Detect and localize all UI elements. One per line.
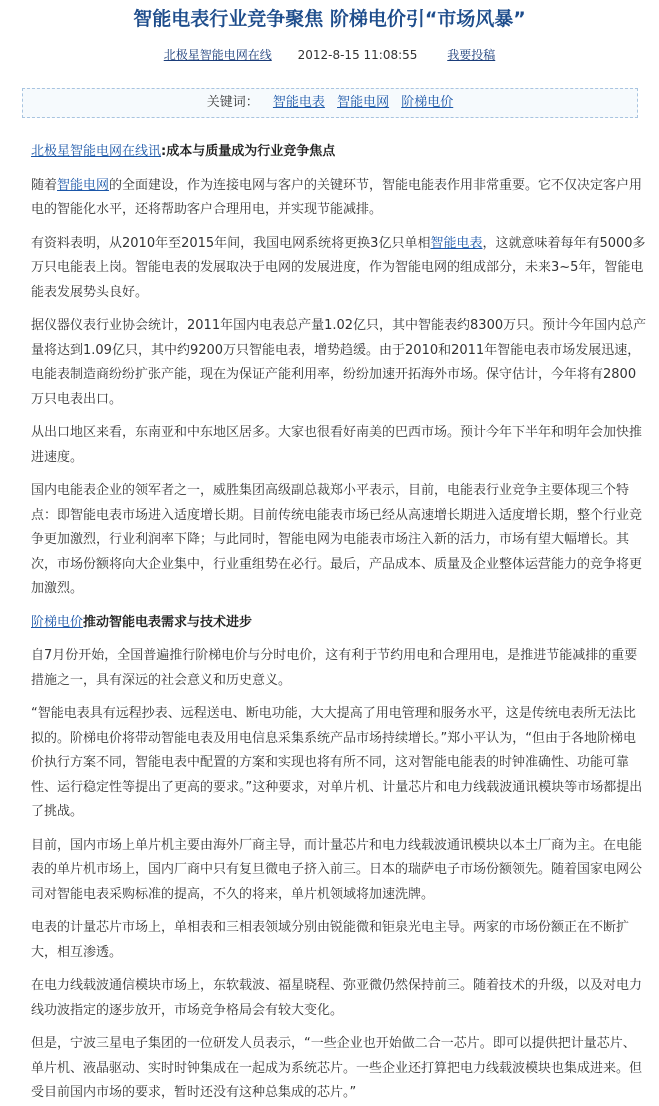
publish-datetime: 2012-8-15 11:08:55 [297,48,418,62]
smart-grid-link[interactable]: 智能电网 [57,177,110,193]
section2-title: 推动智能电表需求与技术进步 [83,614,253,630]
paragraph-7: “智能电表具有远程抄表、远程送电、断电功能，大大提高了用电管理和服务水平，这是传统电表所无法比拟的。阶梯电价将带动智能电表及用电信息采集系统产品市场持续增长。”郑小平认为，“但由于各地阶梯电价执行方案不同，智能电表中配置的方案和实现也将有所不同，这对智能电能表的时钟准确性、功能可靠性、运行稳定性等提出了更高的要求。”这种要求，对单片机、计量芯片和电力线载波通讯模块等市场都提出了挑战。 [31,706,643,819]
page-title: 智能电表行业竞争聚焦 阶梯电价引“市场风暴” [133,8,526,30]
section1-title: :成本与质量成为行业竞争焦点 [161,144,336,159]
section1-source-link[interactable]: 北极星智能电网在线讯 [31,144,162,159]
p2-text-end: ，这就意味着每年有5000多万只电能表上岗。智能电表的发展取决于电网的发展进度，作为智能电网的组成部分，未来3~5年，智能电能表发展势头良好。 [31,235,646,300]
keyword-link-smart-grid[interactable]: 智能电网 [337,95,390,110]
keywords-label: 关键词： [206,95,259,110]
section-heading-1 [31,140,651,165]
paragraph-2 [0,232,648,306]
paragraph-5: 国内电能表企业的领军者之一，威胜集团高级副总裁郑小平表示，目前，电能表行业竞争主要体现三个特点：即智能电表市场进入适度增长期。目前传统电能表市场已经从高速增长期进入适度增长期，整个行业竞争更加激烈，行业利润率下降；与此同时，智能电网为电能表市场注入新的活力，市场有望大幅增长。其次，市场份额将向大企业集中，行业重组势在必行。最后，产品成本、质量及企业整体运营能力的竞争将更加激烈。 [31,483,643,596]
submit-article-link[interactable]: 我要投稿 [447,48,496,62]
keywords-box [22,88,638,118]
paragraph-11: 但是，宁波三星电子集团的一位研发人员表示，“一些企业也开始做二合一芯片。即可以提供把计量芯片、单片机、液晶驱动、实时时钟集成在一起成为系统芯片。一些企业还打算把电力线载波模块也集成进来。但受目前国内市场的要求，暂时还没有这种总集成的芯片。” [31,1036,643,1100]
paragraph-8: 目前，国内市场上单片机主要由海外厂商主导，而计量芯片和电力线载波通讯模块以本土厂商为主。在电能表的单片机市场上，国内厂商中只有复旦微电子挤入前三。日本的瑞萨电子市场份额领先。随着国家电网公司对智能电表采购标准的提高，不久的将来，单片机领域将加速洗牌。 [31,837,643,902]
source-link[interactable]: 北极星智能电网在线 [163,48,272,62]
article-body [31,140,651,1106]
keyword-link-smart-meter[interactable]: 智能电表 [272,95,325,110]
paragraph-3: 据仪器仪表行业协会统计，2011年国内电表总产量1.02亿只，其中智能表约8300万只。预计今年国内总产量将达到1.09亿只，其中约9200万只智能电表，增势趋缓。由于2010和2011年智能电表市场发展迅速，电能表制造商纷纷扩张产能，现在为保证产能利用率，纷纷加速开拓海外市场。保守估计，今年将有2800万只电表出口。 [31,318,647,407]
section-heading-2 [31,611,651,636]
paragraph-10: 在电力线载波通信模块市场上，东软载波、福星晓程、弥亚微仍然保持前三。随着技术的升级，以及对电力线功波指定的逐步放开，市场竞争格局会有较大变化。 [31,978,643,1018]
p1-text-end: 的全面建设，作为连接电网与客户的关键环节，智能电能表作用非常重要。它不仅决定客户用电的智能化水平，还将帮助客户合理用电，并实现节能减排。 [31,177,643,217]
tiered-pricing-link[interactable]: 阶梯电价 [31,614,84,630]
paragraph-1 [0,174,648,223]
p2-text-start: 有资料表明，从2010年至2015年间，我国电网系统将更换3亿只单相 [31,235,431,251]
keyword-link-tiered-pricing[interactable]: 阶梯电价 [401,95,454,110]
paragraph-9: 电表的计量芯片市场上，单相表和三相表领域分别由锐能微和钜泉光电主导。两家的市场份额正在不断扩大，相互渗透。 [31,920,630,960]
paragraph-4: 从出口地区来看，东南亚和中东地区居多。大家也很看好南美的巴西市场。预计今年下半年和明年会加快推进速度。 [31,425,643,465]
p1-text-start: 随着 [31,177,58,193]
article-meta [0,46,659,64]
smart-meter-link[interactable]: 智能电表 [430,235,483,251]
paragraph-6: 自7月份开始，全国普遍推行阶梯电价与分时电价，这有利于节约用电和合理用电，是推进节能减排的重要措施之一，具有深远的社会意义和历史意义。 [31,648,638,688]
